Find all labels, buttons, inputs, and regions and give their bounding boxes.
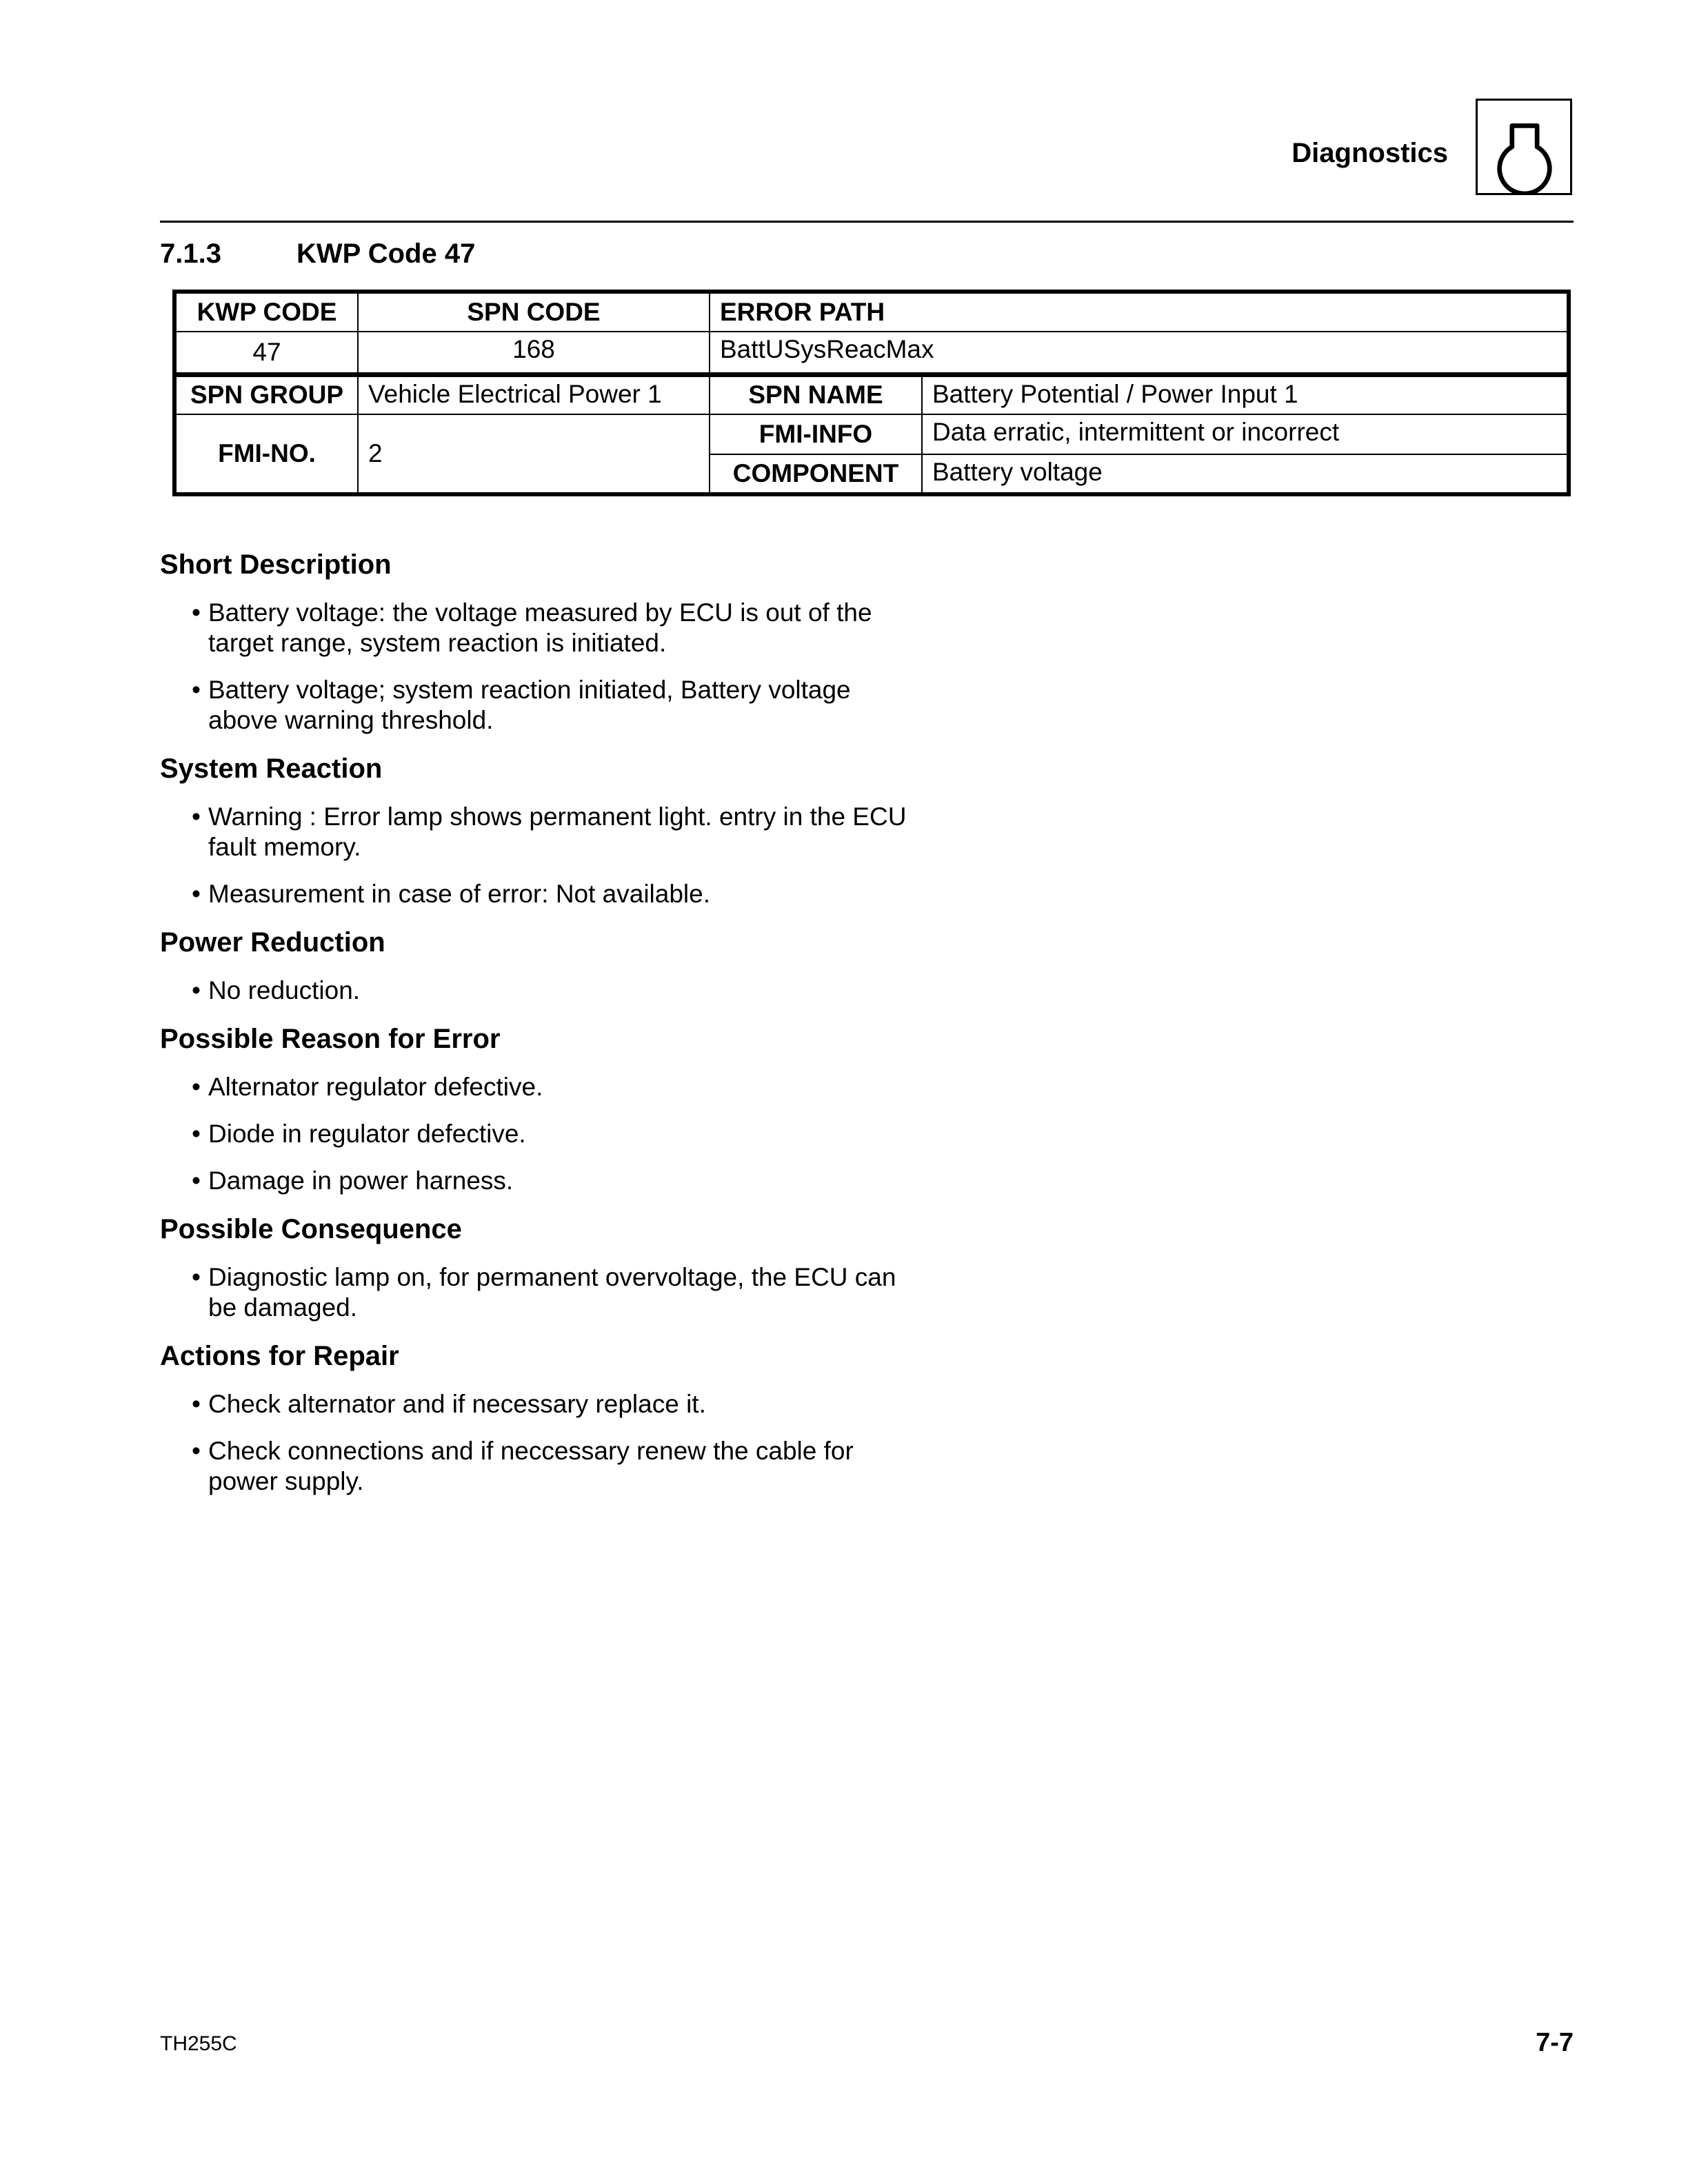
bullet-icon: • (192, 1263, 201, 1291)
bullet-icon: • (192, 1437, 201, 1465)
header-title: Diagnostics (1292, 138, 1448, 168)
section-possible-reason (160, 1022, 918, 1196)
list-item: • Battery voltage: the voltage measured by ECU is out of the target range, system reaction is initiated. (192, 598, 872, 657)
section-heading: System Reaction (160, 754, 383, 784)
section-short-description (160, 548, 918, 736)
bullet-icon: • (192, 676, 201, 704)
section-heading: Actions for Repair (160, 1341, 399, 1371)
table-spn-row (174, 374, 1569, 414)
engine-icon-graphic (1478, 101, 1570, 193)
bullet-list (160, 975, 918, 1006)
bullet-list (160, 598, 918, 736)
engine-icon (1476, 99, 1572, 195)
document-code: TH255C (160, 2032, 237, 2055)
bullet-list (160, 1072, 918, 1196)
section-possible-consequence (160, 1213, 918, 1323)
section-heading: Short Description (160, 549, 392, 580)
list-item: • Warning : Error lamp shows permanent light. entry in the ECU fault memory. (192, 802, 907, 861)
spn-code-value: 168 (358, 332, 710, 374)
kwp-code-header: KWP CODE (174, 292, 358, 332)
spn-group-label: SPN GROUP (174, 374, 358, 414)
list-item: • Diode in regulator defective. (192, 1120, 526, 1148)
bullet-icon: • (192, 880, 201, 908)
fmi-no-label: FMI-NO. (174, 414, 358, 494)
table-value-row (174, 332, 1569, 374)
table-fmi-info-row (174, 414, 1569, 454)
section-heading: Possible Reason for Error (160, 1024, 501, 1054)
bullet-icon: • (192, 1120, 201, 1148)
fmi-info-value: Data erratic, intermittent or incorrect (922, 414, 1569, 454)
bullet-icon: • (192, 1390, 201, 1418)
bullet-icon: • (192, 598, 201, 627)
bullet-icon: • (192, 1166, 201, 1195)
section-heading: Possible Consequence (160, 1214, 462, 1244)
list-item: • Check connections and if neccessary renew the cable for power supply. (192, 1437, 854, 1495)
kwp-code-value: 47 (174, 332, 358, 374)
list-item: • No reduction. (192, 976, 361, 1004)
table-header-row (174, 292, 1569, 332)
spn-code-header: SPN CODE (358, 292, 710, 332)
spn-group-value: Vehicle Electrical Power 1 (358, 374, 710, 414)
component-value: Battery voltage (922, 454, 1569, 494)
component-label: COMPONENT (710, 454, 922, 494)
diagnostic-content (160, 548, 918, 1513)
page-number: 7-7 (1536, 2028, 1574, 2057)
list-item: • Battery voltage; system reaction initiated, Battery voltage above warning threshold. (192, 676, 851, 734)
section-heading: Power Reduction (160, 927, 385, 958)
section-actions-for-repair (160, 1339, 918, 1497)
bullet-list (160, 1262, 918, 1323)
list-item: • Diagnostic lamp on, for permanent overvoltage, the ECU can be damaged. (192, 1263, 896, 1322)
section-system-reaction (160, 752, 918, 909)
section-number: 7.1.3 (160, 239, 221, 269)
error-path-value: BattUSysReacMax (710, 332, 1569, 374)
bullet-list (160, 1389, 918, 1497)
bullet-icon: • (192, 1073, 201, 1101)
list-item: • Alternator regulator defective. (192, 1073, 543, 1101)
header-divider (160, 221, 1574, 223)
spn-name-value: Battery Potential / Power Input 1 (922, 374, 1569, 414)
list-item: • Check alternator and if necessary replace it. (192, 1390, 706, 1418)
section-power-reduction (160, 926, 918, 1006)
fmi-info-label: FMI-INFO (710, 414, 922, 454)
fmi-no-value: 2 (358, 414, 710, 494)
bullet-list (160, 802, 918, 909)
bullet-icon: • (192, 976, 201, 1004)
list-item: • Damage in power harness. (192, 1166, 514, 1195)
error-path-header: ERROR PATH (710, 292, 1569, 332)
bullet-icon: • (192, 802, 201, 831)
section-title: KWP Code 47 (297, 239, 476, 269)
spn-name-label: SPN NAME (710, 374, 922, 414)
list-item: • Measurement in case of error: Not available. (192, 880, 711, 908)
kwp-code-table (172, 290, 1571, 496)
